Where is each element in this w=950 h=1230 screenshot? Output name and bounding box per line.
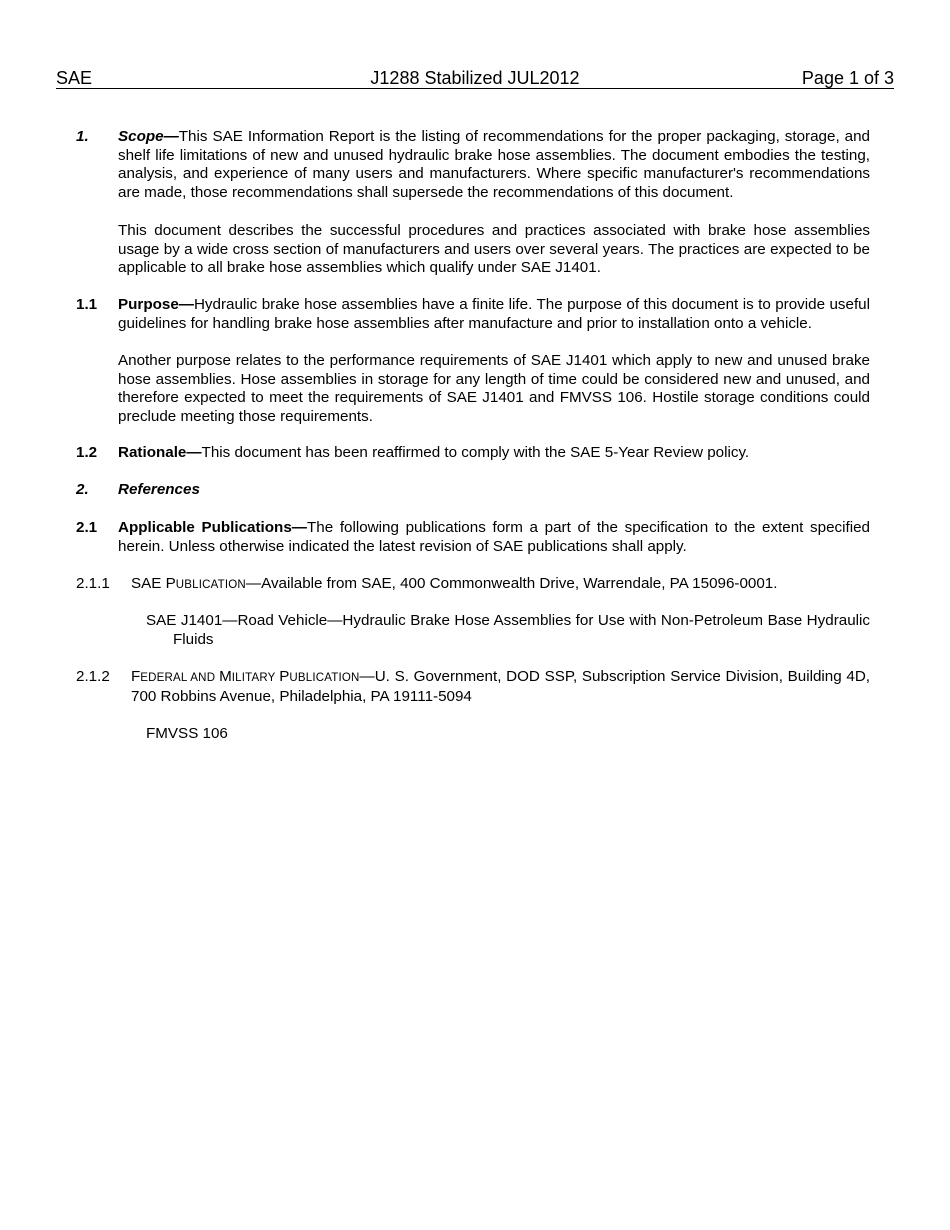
section-2-number: 2. (76, 481, 89, 498)
section-1-2-title: Rationale— (118, 444, 202, 461)
section-1-1-paragraph-2: Another purpose relates to the performance requirements of SAE J1401 which apply to new and unused brake hose assemblies. Hose assemblies in storage for any length of time could be considered new and unused, and therefore expected to meet the requirements of SAE J1401 and FMVSS 106. Hostile storage conditions could preclude meeting those requirements. (118, 352, 870, 426)
section-2-1-title: Applicable Publications— (118, 519, 307, 536)
section-1-1-title: Purpose— (118, 296, 194, 313)
section-2-1-number: 2.1 (76, 519, 98, 536)
reference-sae-j1401: SAE J1401—Road Vehicle—Hydraulic Brake Hose Assemblies for Use with Non-Petroleum Base Hydraulic Fluids (146, 612, 870, 648)
section-2-1-1-paragraph (131, 575, 870, 595)
section-1-2-paragraph (118, 444, 870, 463)
section-2-1-1-text: —Available from SAE, 400 Commonwealth Drive, Warrendale, PA 15096-0001. (245, 575, 778, 592)
page-header (56, 67, 894, 89)
section-1-paragraph-1 (118, 128, 870, 203)
header-org: SAE (56, 68, 93, 88)
section-1-text-1: This SAE Information Report is the listing of recommendations for the proper packaging, storage, and shelf life limitations of new and unused hydraulic brake hose assemblies. The document embodies the testing, analysis, and experience of many users and manufacturers. Where specific manufacturer's recommendations are made, those recommendations shall supersede the recommendations of this document. (118, 128, 870, 202)
section-2-1-2-heading-m: M (219, 668, 232, 685)
section-1-2-text: This document has been reaffirmed to comply with the SAE 5-Year Review policy. (201, 444, 750, 461)
reference-fmvss-106: FMVSS 106 (146, 725, 228, 742)
section-1-1-paragraph-1 (118, 296, 870, 333)
header-page-number: Page 1 of 3 (801, 68, 894, 88)
section-2-1-1-heading-prefix: SAE P (131, 575, 176, 592)
section-2-title: References (118, 481, 200, 498)
section-2-1-text: The following publications form a part of the specification to the extent specified herein. Unless otherwise indicated the latest revision of SAE publications shall apply. (118, 519, 870, 555)
section-2-1-2-number: 2.1.2 (76, 668, 110, 685)
section-2-1-paragraph (118, 519, 870, 556)
section-1-1-number: 1.1 (76, 296, 98, 313)
section-1-1-text-1: Hydraulic brake hose assemblies have a finite life. The purpose of this document is to provide useful guidelines for handling brake hose assemblies after manufacture and prior to installation onto a vehicle. (118, 296, 870, 332)
header-doc-id: J1288 Stabilized JUL2012 (370, 68, 580, 88)
section-2-1-2-heading-p: P (279, 668, 290, 685)
section-2-1-2-heading-f: F (131, 668, 141, 685)
section-2-1-2-heading-ilitary: ILITARY (231, 672, 280, 684)
section-1-dash: — (163, 128, 179, 145)
section-1-title: Scope (118, 128, 164, 145)
section-2-1-1-heading-small: UBLICATION (175, 579, 246, 591)
section-2-1-2-heading-ublication: UBLICATION (289, 672, 360, 684)
section-2-1-1-number: 2.1.1 (76, 575, 110, 592)
section-2-1-2-paragraph (131, 668, 870, 706)
section-1-paragraph-2: This document describes the successful procedures and practices associated with brake hose assemblies usage by a wide cross section of manufacturers and users over several years. The practices are expected to be applicable to all brake hose assemblies which qualify under SAE J1401. (118, 222, 870, 277)
section-2-1-2-text: —U. S. Government, DOD SSP, Subscription Service Division, Building 4D, 700 Robbins Avenue, Philadelphia, PA 19111-5094 (131, 668, 871, 705)
section-1-number: 1. (76, 128, 89, 145)
section-2-1-2-heading-ederal: EDERAL AND (140, 672, 220, 684)
section-1-2-number: 1.2 (76, 444, 98, 461)
